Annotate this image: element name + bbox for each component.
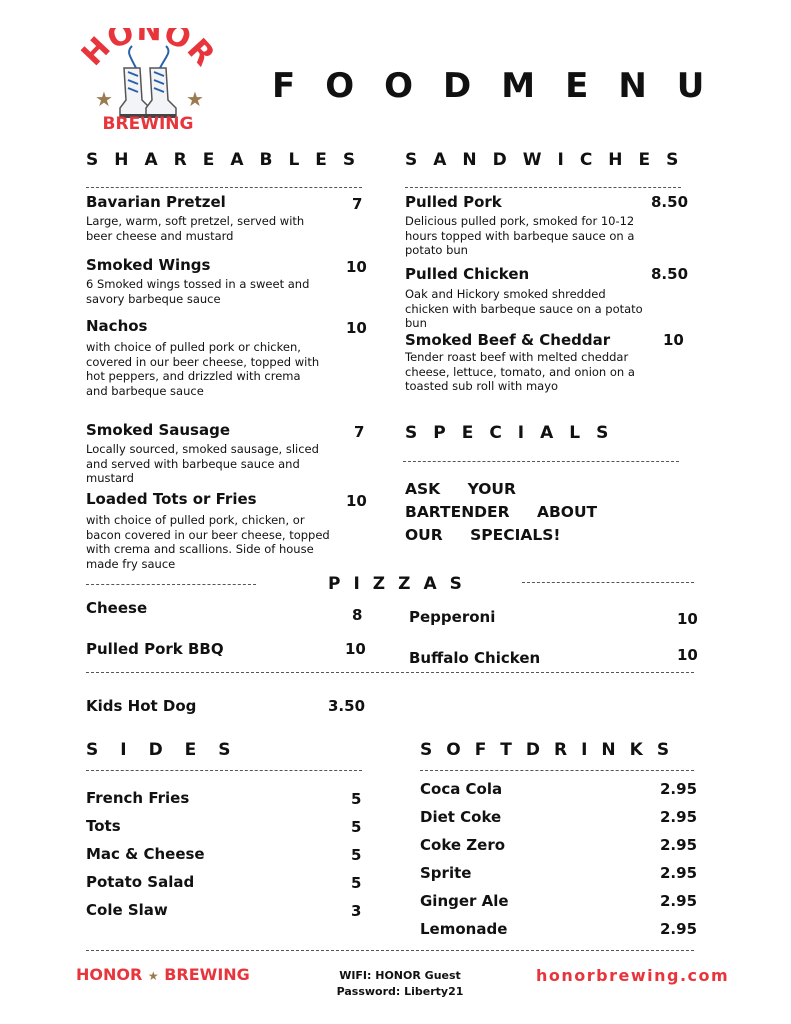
wifi-password: Password: Liberty21: [336, 985, 464, 998]
wifi-name: WIFI: HONOR Guest: [339, 969, 461, 982]
left-star-icon: ★: [95, 87, 113, 111]
item-name: Pepperoni: [409, 608, 496, 626]
divider: [522, 582, 694, 583]
item-price: 2.95: [660, 920, 698, 938]
item-name: Loaded Tots or Fries: [86, 490, 257, 508]
item-name: Lemonade: [420, 920, 508, 938]
item-name: Pulled Pork BBQ: [86, 640, 224, 658]
list-item: [405, 265, 690, 331]
footer-brand: [76, 965, 250, 984]
item-price: 5: [351, 874, 362, 892]
item-price: 10: [677, 646, 698, 664]
item-price: 7: [354, 423, 365, 441]
logo: [78, 28, 218, 138]
item-price: 2.95: [660, 892, 698, 910]
item-name: Coca Cola: [420, 780, 503, 798]
item-price: 3: [351, 902, 362, 920]
item-name: Diet Coke: [420, 808, 502, 826]
item-name: Kids Hot Dog: [86, 697, 197, 715]
list-item: [86, 421, 366, 486]
specials-heading: SPECIALS: [405, 423, 625, 443]
footer-brand-left: HONOR: [76, 965, 143, 984]
divider: [403, 461, 679, 462]
item-price: 8.50: [651, 265, 689, 283]
item-price: 3.50: [328, 697, 366, 715]
item-name: Coke Zero: [420, 836, 506, 854]
item-name: Smoked Wings: [86, 256, 211, 274]
item-price: 10: [663, 331, 684, 349]
divider: [420, 770, 694, 771]
item-price: 10: [346, 319, 367, 337]
item-name: Pulled Pork: [405, 193, 502, 211]
item-name: Ginger Ale: [420, 892, 509, 910]
pizzas-heading: PIZZAS: [328, 574, 475, 594]
divider: [405, 187, 681, 188]
item-name: Potato Salad: [86, 873, 195, 891]
list-item: [405, 193, 690, 258]
logo-bottom-text: BREWING: [102, 114, 194, 134]
item-name: Nachos: [86, 317, 148, 335]
sides-heading: SIDES: [86, 740, 253, 760]
item-price: 5: [351, 846, 362, 864]
item-price: 8: [352, 606, 363, 624]
item-name: Cheese: [86, 599, 148, 617]
item-name: Buffalo Chicken: [409, 649, 541, 667]
star-icon: ★: [147, 969, 159, 983]
divider: [86, 672, 694, 673]
item-price: 2.95: [660, 808, 698, 826]
softdrinks-heading: SOFTDRINKS: [420, 740, 684, 760]
item-name: Bavarian Pretzel: [86, 193, 226, 211]
wifi-info: [330, 968, 470, 1000]
item-name: Tots: [86, 817, 121, 835]
list-item: [86, 193, 366, 243]
divider: [86, 187, 362, 188]
item-name: Pulled Chicken: [405, 265, 530, 283]
shareables-heading: SHAREABLES: [86, 150, 372, 170]
item-desc: with choice of pulled pork, chicken, or bacon covered in our beer cheese, topped with crema and scallions. Side of house made fry sauce: [86, 513, 330, 571]
website-link[interactable]: honorbrewing.com: [536, 966, 730, 985]
list-item: [86, 317, 366, 398]
item-desc: with choice of pulled pork or chicken, covered in our beer cheese, topped with hot peppers, and drizzled with crema and barbeque sauce: [86, 340, 320, 398]
item-price: 2.95: [660, 864, 698, 882]
item-price: 10: [345, 640, 366, 658]
list-item: [86, 256, 366, 306]
item-price: 10: [346, 258, 367, 276]
specials-text: ASK YOUR BARTENDER ABOUT OUR SPECIALS!: [405, 480, 598, 544]
item-price: 10: [346, 492, 367, 510]
item-name: Smoked Beef & Cheddar: [405, 331, 611, 349]
list-item: [86, 490, 366, 571]
right-star-icon: ★: [186, 87, 204, 111]
item-price: 10: [677, 610, 698, 628]
divider: [86, 950, 694, 951]
item-name: Mac & Cheese: [86, 845, 205, 863]
footer-brand-right: BREWING: [164, 965, 250, 984]
item-desc: Delicious pulled pork, smoked for 10-12 hours topped with barbeque sauce on a potato bun: [405, 214, 635, 257]
item-name: Cole Slaw: [86, 901, 168, 919]
item-price: 5: [351, 790, 362, 808]
item-name: Sprite: [420, 864, 472, 882]
sandwiches-heading: SANDWICHES: [405, 150, 695, 170]
list-item: [405, 331, 690, 394]
boots-icon: [120, 46, 176, 118]
item-name: Smoked Sausage: [86, 421, 231, 439]
page-title: FOODMENU: [272, 66, 735, 106]
item-price: 8.50: [651, 193, 689, 211]
logo-top-text: HONOR: [78, 28, 218, 73]
item-price: 2.95: [660, 836, 698, 854]
item-price: 7: [352, 195, 363, 213]
divider: [86, 584, 256, 585]
item-desc: Large, warm, soft pretzel, served with beer cheese and mustard: [86, 214, 305, 243]
item-name: French Fries: [86, 789, 190, 807]
divider: [86, 770, 362, 771]
item-desc: Locally sourced, smoked sausage, sliced and served with barbeque sauce and mustard: [86, 442, 319, 485]
item-desc: 6 Smoked wings tossed in a sweet and savory barbeque sauce: [86, 277, 310, 306]
item-desc: Tender roast beef with melted cheddar cheese, lettuce, tomato, and onion on a toasted sub roll with mayo: [405, 350, 635, 393]
item-desc: Oak and Hickory smoked shredded chicken with barbeque sauce on a potato bun: [405, 287, 643, 330]
item-price: 2.95: [660, 780, 698, 798]
item-price: 5: [351, 818, 362, 836]
